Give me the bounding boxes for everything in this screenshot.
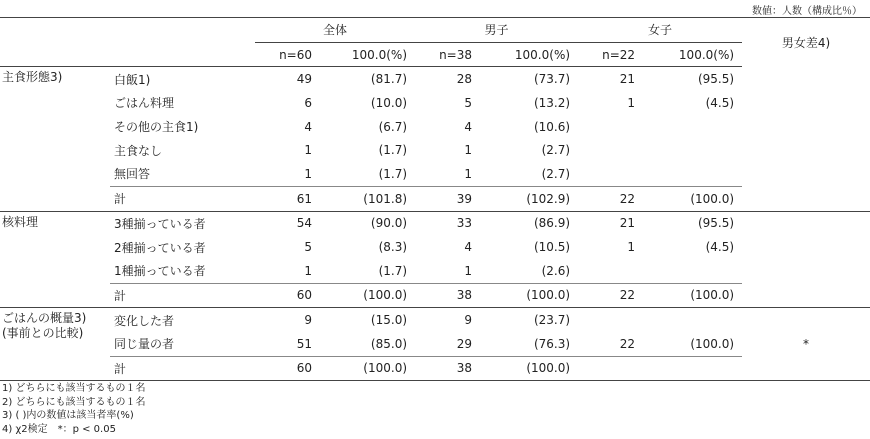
table-row [0, 211, 870, 235]
footnote-2: 2) どちらにも該当するもの１名 [2, 396, 146, 408]
row-label: 計 [110, 283, 255, 308]
table-row [0, 308, 870, 332]
category-text: 主食形態3) [2, 70, 63, 85]
row-label: 1種揃っている者 [114, 264, 206, 279]
header-row-1 [0, 18, 870, 43]
cell-t-n: 1 [304, 263, 312, 278]
cell-t-n: 9 [304, 313, 312, 328]
cell-m-p: (2.7) [541, 166, 571, 181]
table-row [0, 332, 870, 356]
cell-t-p: (15.0) [370, 313, 408, 328]
cell-m-p: (100.0) [478, 283, 578, 308]
cell-t-p: (10.0) [370, 95, 408, 110]
cell-t-p: (1.7) [378, 143, 408, 158]
header-row-2 [0, 42, 870, 67]
cell-t-p: (6.7) [378, 119, 408, 134]
table-row [0, 138, 870, 162]
cell-m-n: 4 [464, 240, 473, 255]
header-female: 女子 [578, 18, 742, 43]
row-label: 無回答 [114, 167, 151, 182]
cell-m-n: 29 [456, 336, 473, 351]
cell-t-n: 6 [304, 95, 312, 110]
header-total: 全体 [255, 18, 415, 43]
category-label [0, 211, 110, 308]
cell-f-n: 22 [578, 283, 641, 308]
cell-t-p: (100.0) [318, 283, 415, 308]
cell-f-p: (100.0) [641, 283, 742, 308]
cell-m-p: (10.6) [533, 119, 571, 134]
row-label: 2種揃っている者 [114, 240, 206, 255]
cell-m-p: (13.2) [533, 95, 571, 110]
row-label: 変化した者 [114, 313, 175, 328]
cell-m-p: (100.0) [478, 356, 578, 381]
header-pct-female: 100.0(%) [641, 42, 742, 67]
table-row [0, 162, 870, 186]
cell-t-p: (1.7) [378, 263, 408, 278]
cell-t-p: (81.7) [370, 72, 408, 87]
cell-f-n: 1 [627, 240, 636, 255]
row-label: 白飯1) [114, 72, 151, 87]
row-label: 3種揃っている者 [114, 216, 206, 231]
category-text: ごはんの概量3) [2, 311, 87, 326]
footnotes [2, 382, 145, 436]
cell-t-n: 1 [304, 166, 312, 181]
row-label: その他の主食1) [114, 120, 199, 135]
total-row [0, 283, 870, 308]
cell-m-p: (2.7) [541, 143, 571, 158]
cell-f-p: (4.5) [705, 240, 735, 255]
row-label: 計 [110, 186, 255, 211]
header-male: 男子 [415, 18, 578, 43]
cell-m-n: 1 [464, 166, 473, 181]
cell-m-n: 38 [415, 283, 478, 308]
cell-m-n: 5 [464, 95, 473, 110]
cell-m-n: 33 [456, 216, 473, 231]
cell-t-n: 60 [255, 356, 318, 381]
row-label: 計 [110, 356, 255, 381]
header-n-female: n=22 [578, 42, 641, 67]
cell-m-p: (102.9) [478, 186, 578, 211]
cell-f-p [641, 162, 742, 186]
cell-f-p [641, 138, 742, 162]
cell-f-n [578, 356, 641, 381]
significance-mark [742, 67, 870, 211]
cell-t-n: 61 [255, 186, 318, 211]
data-table [0, 17, 870, 381]
cell-f-n: 1 [627, 95, 636, 110]
category-label [0, 308, 110, 381]
cell-m-n: 9 [464, 313, 473, 328]
cell-t-n: 1 [304, 143, 312, 158]
cell-m-p: (76.3) [533, 336, 571, 351]
cell-t-n: 5 [304, 240, 312, 255]
header-pct-total: 100.0(%) [318, 42, 415, 67]
cell-t-n: 49 [296, 72, 312, 87]
cell-t-n: 60 [255, 283, 318, 308]
significance-mark: * [742, 308, 870, 381]
cell-f-n [578, 308, 641, 332]
table-row [0, 91, 870, 115]
cell-t-p: (101.8) [318, 186, 415, 211]
cell-f-p [641, 308, 742, 332]
cell-m-p: (10.5) [533, 240, 571, 255]
unit-note: 数値：人数（構成比％） [752, 6, 862, 17]
cell-t-n: 54 [296, 216, 312, 231]
cell-f-n: 21 [619, 72, 636, 87]
significance-mark [742, 211, 870, 308]
table-row [0, 259, 870, 283]
header-diff: 男女差4) [742, 18, 870, 67]
header-n-male: n=38 [415, 42, 478, 67]
cell-f-p: (95.5) [697, 72, 735, 87]
row-label: ごはん料理 [114, 96, 175, 111]
cell-m-n: 1 [464, 263, 473, 278]
cell-f-n: 21 [619, 216, 636, 231]
table-row [0, 115, 870, 139]
footnote-4: 4) χ2検定 *：p < 0.05 [2, 423, 116, 435]
cell-t-p: (100.0) [318, 356, 415, 381]
header-pct-male: 100.0(%) [478, 42, 578, 67]
cell-f-n [578, 259, 641, 283]
cell-m-n: 39 [415, 186, 478, 211]
cell-f-p: (4.5) [705, 95, 735, 110]
row-label: 主食なし [114, 143, 163, 158]
table-row [0, 235, 870, 259]
footnote-1: 1) どちらにも該当するもの１名 [2, 383, 146, 394]
total-row [0, 186, 870, 211]
row-label: 同じ量の者 [114, 337, 175, 352]
cell-t-n: 4 [304, 119, 312, 134]
cell-m-n: 38 [415, 356, 478, 381]
cell-f-n [578, 115, 641, 139]
cell-f-p: (100.0) [641, 186, 742, 211]
cell-m-p: (73.7) [533, 72, 571, 87]
cell-f-p: (100.0) [690, 336, 735, 351]
cell-m-p: (86.9) [533, 216, 571, 231]
cell-t-p: (8.3) [378, 240, 408, 255]
cell-t-p: (90.0) [370, 216, 408, 231]
cell-m-n: 1 [464, 143, 473, 158]
category-subtext: (事前との比較) [2, 326, 84, 341]
cell-f-p [641, 115, 742, 139]
cell-m-p: (2.6) [541, 263, 571, 278]
cell-t-n: 51 [296, 336, 312, 351]
cell-f-p [641, 259, 742, 283]
category-text: 核料理 [2, 214, 39, 229]
cell-f-n: 22 [578, 186, 641, 211]
cell-f-n [578, 162, 641, 186]
cell-f-n [578, 138, 641, 162]
cell-m-n: 4 [464, 119, 473, 134]
table-row [0, 67, 870, 91]
total-row [0, 356, 870, 381]
cell-t-p: (1.7) [378, 166, 408, 181]
header-n-total: n=60 [255, 42, 318, 67]
category-label [0, 67, 110, 211]
footnote-3: 3) ( )内の数値は該当者率(%) [2, 410, 134, 421]
cell-m-n: 28 [456, 72, 473, 87]
cell-m-p: (23.7) [533, 313, 571, 328]
cell-t-p: (85.0) [370, 336, 408, 351]
cell-f-p: (95.5) [697, 216, 735, 231]
cell-f-p [641, 356, 742, 381]
cell-f-n: 22 [619, 336, 636, 351]
